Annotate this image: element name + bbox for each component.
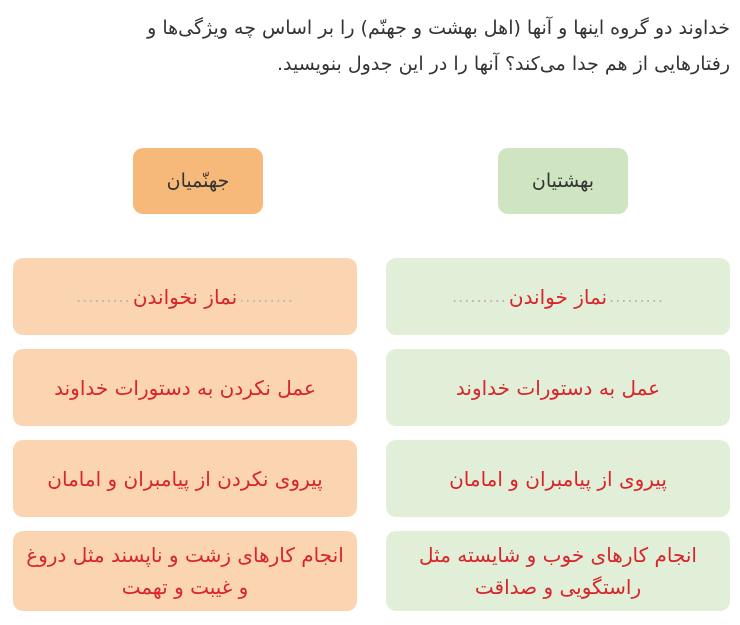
heaven-card-1 <box>386 258 730 335</box>
hell-header: جهنّمیان <box>133 148 263 214</box>
heaven-answer-3: پیروی از پیامبران و امامان <box>449 466 667 491</box>
dotted-line: ......... <box>239 286 294 306</box>
hell-answer-4: انجام کارهای زشت و ناپسند مثل دروغ و غیبت و تهمت <box>26 543 344 599</box>
hell-column <box>13 258 357 625</box>
heaven-header: بهشتیان <box>498 148 628 214</box>
heaven-answer-2: عمل به دستورات خداوند <box>455 375 661 400</box>
dotted-line: ......... <box>452 286 507 306</box>
hell-answer-3: پیروی نکردن از پیامبران و امامان <box>47 466 323 491</box>
hell-answer-1: نماز نخواندن <box>132 284 238 309</box>
hell-card-3 <box>13 440 357 517</box>
heaven-card-3 <box>386 440 730 517</box>
instruction-line-2: رفتارهایی از هم جدا می‌کند؟ آنها را در این جدول بنویسید. <box>276 53 730 75</box>
heaven-answer-1: نماز خواندن <box>508 284 608 309</box>
heaven-card-2 <box>386 349 730 426</box>
dotted-line: ......... <box>609 286 664 306</box>
hell-card-2 <box>13 349 357 426</box>
hell-card-1 <box>13 258 357 335</box>
instruction-text <box>10 10 730 82</box>
instruction-line-1: خداوند دو گروه اینها و آنها (اهل بهشت و جهنّم) را بر اساس چه ویژگی‌ها و <box>147 17 730 39</box>
hell-card-4 <box>13 531 357 611</box>
heaven-card-4 <box>386 531 730 611</box>
dotted-line: ......... <box>76 286 131 306</box>
heaven-answer-4: انجام کارهای خوب و شایسته مثل راستگویی و صداقت <box>419 543 697 599</box>
hell-answer-2: عمل نکردن به دستورات خداوند <box>54 375 316 400</box>
heaven-column <box>386 258 730 625</box>
